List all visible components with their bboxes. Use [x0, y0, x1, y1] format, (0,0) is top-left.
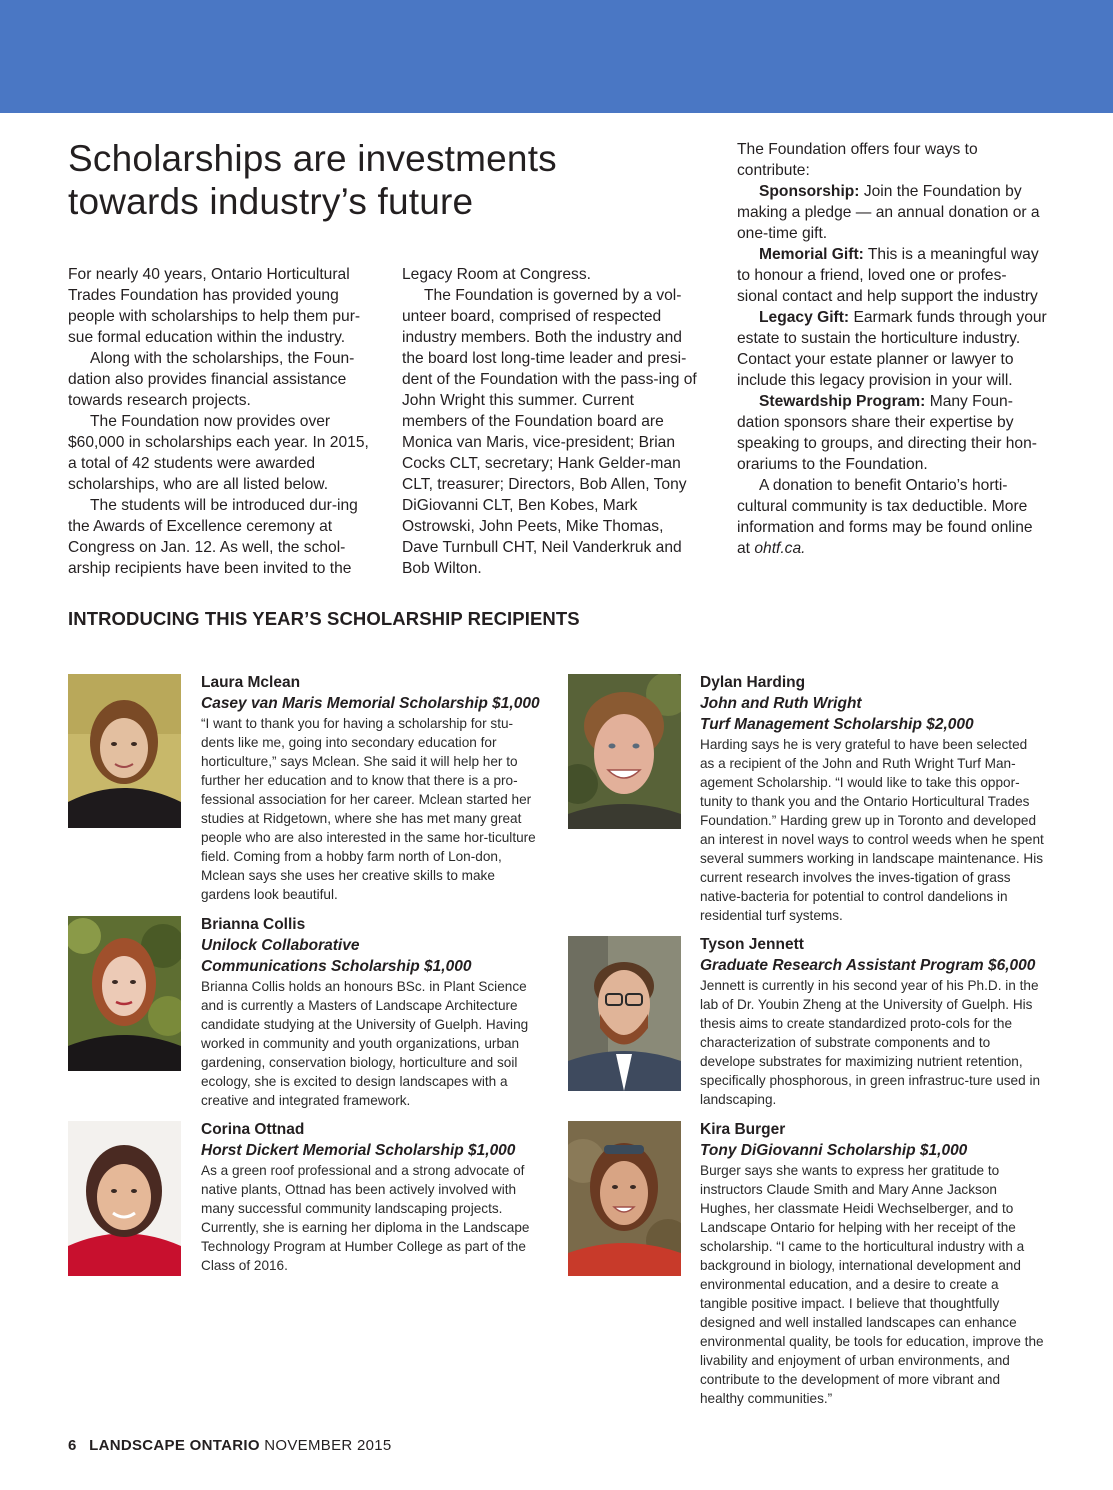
recipient-name: Dylan Harding: [700, 674, 806, 691]
recipient-name: Kira Burger: [700, 1121, 786, 1138]
memorial-paragraph: [737, 244, 1047, 307]
recipient-award-line-1: Unilock Collaborative: [201, 937, 360, 954]
recipient-award-line-1: John and Ruth Wright: [700, 695, 862, 712]
recipient-bio-tyson: [700, 934, 1045, 1109]
paragraph: For nearly 40 years, Ontario Horticultural Trades Foundation has provided young people with scholarships to help them pur-sue formal education within the industry.: [68, 266, 361, 346]
sponsorship-paragraph: [737, 181, 1047, 244]
recipient-bio-dylan: [700, 672, 1045, 925]
recipient-award: Casey van Maris Memorial Scholarship $1,000: [201, 695, 540, 712]
paragraph: Legacy Room at Congress.: [402, 266, 591, 283]
recipient-photo-corina: [68, 1121, 181, 1276]
recipient-award: Tony DiGiovanni Scholarship $1,000: [700, 1142, 968, 1159]
recipient-award: Graduate Research Assistant Program $6,000: [700, 957, 1036, 974]
donation-text: A donation to benefit Ontario’s horti-cultural community is tax deductible. More information and forms may be found online at: [737, 477, 1033, 557]
recipient-name: Corina Ottnad: [201, 1121, 305, 1138]
website-link[interactable]: ohtf.ca.: [754, 540, 806, 557]
stewardship-text: Many Foun-dation sponsors share their expertise by speaking to groups, and directing their hon-orariums to the Foundation.: [737, 393, 1037, 473]
recipient-description: “I want to thank you for having a scholarship for stu-dents like me, going into secondary education for horticulture,” says Mclean. She said it will help her to further her education and to know that there is a pro-fessional association for her career. Mclean started her studies at Ridgetown, where she has met many great people who are also interested in the same hor-ticulture field. Coming from a hobby farm north of Lon-don, Mclean says she uses her creative skills to make gardens look beautiful.: [201, 716, 536, 902]
recipient-award: Horst Dickert Memorial Scholarship $1,000: [201, 1142, 516, 1159]
headline-line-2: towards industry’s future: [68, 181, 474, 222]
recipient-description: As a green roof professional and a strong advocate of native plants, Ottnad has been actively involved with many successful community landscaping projects. Currently, she is earning her diploma in the Landscape Technology Program at Humber College as part of the Class of 2016.: [201, 1163, 530, 1273]
legacy-paragraph: [737, 307, 1047, 391]
recipient-name: Tyson Jennett: [700, 936, 804, 953]
article-headline: [68, 137, 668, 223]
article-column-2: [402, 264, 702, 579]
recipient-description: Harding says he is very grateful to have been selected as a recipient of the John and Ruth Wright Turf Man-agement Scholarship. “I would like to take this oppor-tunity to thank you and the Ontario Horticultural Trades Foundation.” Harding grew up in Toronto and developed an interest in novel ways to control weeds when he spent several summers working in landscape maintenance. His current research involves the inves-tigation of grass native-bacteria for potential to control dandelions in residential turf systems.: [700, 737, 1044, 923]
recipient-photo-dylan: [568, 674, 681, 829]
paragraph: Along with the scholarships, the Foun-dation also provides financial assistance towards research projects.: [68, 350, 355, 409]
recipient-name: Brianna Collis: [201, 916, 306, 933]
issue-date: NOVEMBER 2015: [264, 1437, 392, 1454]
sponsorship-label: Sponsorship:: [759, 183, 860, 200]
recipient-bio-laura: [201, 672, 546, 904]
stewardship-label: Stewardship Program:: [759, 393, 926, 410]
recipient-photo-brianna: [68, 916, 181, 1071]
recipient-bio-kira: [700, 1119, 1045, 1408]
page-footer: [68, 1437, 392, 1454]
recipient-photo-tyson: [568, 936, 681, 1091]
legacy-text: Earmark funds through your estate to sustain the horticulture industry. Contact your estate planner or lawyer to include this legacy provision in your will.: [737, 309, 1047, 389]
memorial-text: This is a meaningful way to honour a friend, loved one or profes-sional contact and help support the industry: [737, 246, 1039, 305]
top-color-banner: [0, 0, 1113, 113]
paragraph: The Foundation now provides over $60,000 in scholarships each year. In 2015, a total of 42 students were awarded scholarships, who are all listed below.: [68, 413, 369, 493]
stewardship-paragraph: [737, 391, 1047, 475]
memorial-label: Memorial Gift:: [759, 246, 864, 263]
article-column-3: [737, 139, 1047, 559]
recipient-name: Laura Mclean: [201, 674, 301, 691]
magazine-title: LANDSCAPE ONTARIO: [89, 1437, 260, 1454]
recipient-photo-kira: [568, 1121, 681, 1276]
paragraph: The Foundation is governed by a vol-unteer board, comprised of respected industry members. Both the industry and the board lost long-time leader and presi-dent of the Foundation with the pass-ing of John Wright this summer. Current members of the Foundation board are Monica van Maris, vice-president; Brian Cocks CLT, secretary; Hank Gelder-man CLT, treasurer; Directors, Bob Allen, Tony DiGiovanni CLT, Ben Kobes, Mark Ostrowski, John Peets, Mike Thomas, Dave Turnbull CHT, Neil Vanderkruk and Bob Wilton.: [402, 287, 697, 577]
recipient-award-line-2: Turf Management Scholarship $2,000: [700, 716, 974, 733]
recipient-description: Jennett is currently in his second year of his Ph.D. in the lab of Dr. Youbin Zheng at the University of Guelph. His thesis aims to create standardized proto-cols for the characterization of substrate components and to develope substrates for maximizing nutrient retention, specifically phosphorous, in green infrastruc-ture used in landscaping.: [700, 978, 1041, 1107]
recipient-description: Brianna Collis holds an honours BSc. in Plant Science and is currently a Masters of Landscape Architecture candidate studying at the University of Guelph. Having worked in community and youth organizations, urban gardening, conservation biology, horticulture and soil ecology, she is excited to design landscapes with a creative and integrated framework.: [201, 979, 529, 1108]
recipient-photo-laura: [68, 674, 181, 828]
recipient-bio-brianna: [201, 914, 546, 1110]
paragraph: The students will be introduced dur-ing the Awards of Excellence ceremony at Congress on Jan. 12. As well, the schol-arship recipients have been invited to the: [68, 497, 358, 577]
recipients-section-title: INTRODUCING THIS YEAR’S SCHOLARSHIP RECIPIENTS: [68, 608, 580, 629]
contribute-intro: The Foundation offers four ways to contribute:: [737, 141, 978, 179]
recipient-bio-corina: [201, 1119, 546, 1275]
page-number: 6: [68, 1437, 77, 1454]
legacy-label: Legacy Gift:: [759, 309, 850, 326]
donation-paragraph: [737, 475, 1047, 559]
sponsorship-text: Join the Foundation by making a pledge — an annual donation or a one-time gift.: [737, 183, 1040, 242]
recipient-description: Burger says she wants to express her gratitude to instructors Claude Smith and Mary Anne Jackson Hughes, her classmate Heidi Wechselberger, and to Landscape Ontario for helping with her receipt of the scholarship. “I came to the horticultural industry with a background in biology, international development and environmental education, and a desire to create a tangible positive impact. I believe that thoughtfully designed and well installed landscapes can enhance environmental quality, be tools for education, improve the livability and enjoyment of urban environments, and contribute to the development of more vibrant and healthy communities.”: [700, 1163, 1044, 1406]
article-column-1: [68, 264, 374, 579]
headline-line-1: Scholarships are investments: [68, 138, 557, 179]
recipient-award-line-2: Communications Scholarship $1,000: [201, 958, 472, 975]
